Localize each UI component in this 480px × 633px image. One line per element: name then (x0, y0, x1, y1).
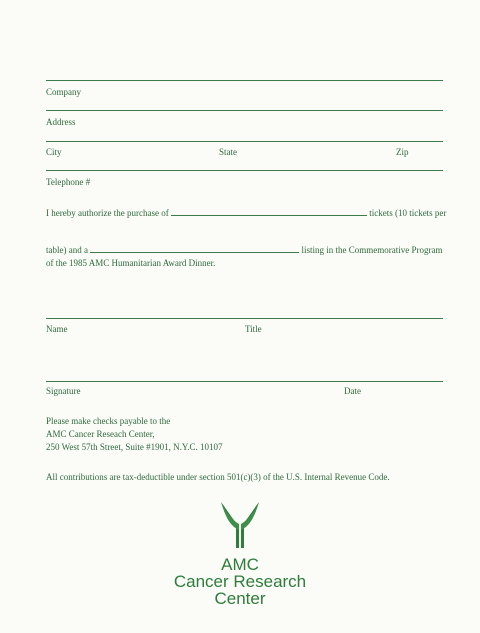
telephone-label: Telephone # (46, 177, 91, 187)
logo-line-1: AMC (221, 555, 259, 574)
name-title-line[interactable] (46, 318, 443, 319)
tax-deductible-note: All contributions are tax-deductible under section 501(c)(3) of the U.S. Internal Revenue Code. (46, 472, 390, 482)
table-prefix: table) and a (46, 245, 88, 255)
city-state-zip-line[interactable] (46, 141, 443, 142)
signature-date-line[interactable] (46, 381, 443, 382)
address-line[interactable] (46, 110, 443, 111)
listing-suffix: listing in the Commemorative Program (301, 245, 443, 255)
authorize-prefix: I hereby authorize the purchase of (46, 208, 169, 218)
authorize-suffix: tickets (10 tickets per (369, 208, 447, 218)
state-label: State (219, 147, 237, 157)
date-label: Date (344, 386, 361, 396)
telephone-line[interactable] (46, 170, 443, 171)
payment-line-2: AMC Cancer Reseach Center, (46, 429, 155, 439)
payment-line-1: Please make checks payable to the (46, 416, 171, 426)
name-label: Name (46, 324, 68, 334)
address-label: Address (46, 117, 76, 127)
company-label: Company (46, 87, 81, 97)
city-label: City (46, 147, 62, 157)
table-row (46, 244, 442, 256)
dinner-line: of the 1985 AMC Humanitarian Award Dinner. (46, 258, 216, 268)
amc-leaf-logo-icon (218, 498, 262, 550)
ticket-quantity-field[interactable] (171, 207, 367, 216)
listing-type-field[interactable] (90, 244, 299, 253)
zip-label: Zip (396, 147, 409, 157)
logo-line-2: Cancer Research (173, 572, 307, 591)
payment-line-3: 250 West 57th Street, Suite #1901, N.Y.C. 10107 (46, 442, 223, 452)
company-line[interactable] (46, 80, 443, 81)
signature-label: Signature (46, 386, 81, 396)
logo-line-3: Center (214, 589, 266, 608)
authorize-row (46, 207, 446, 219)
title-label: Title (245, 324, 262, 334)
